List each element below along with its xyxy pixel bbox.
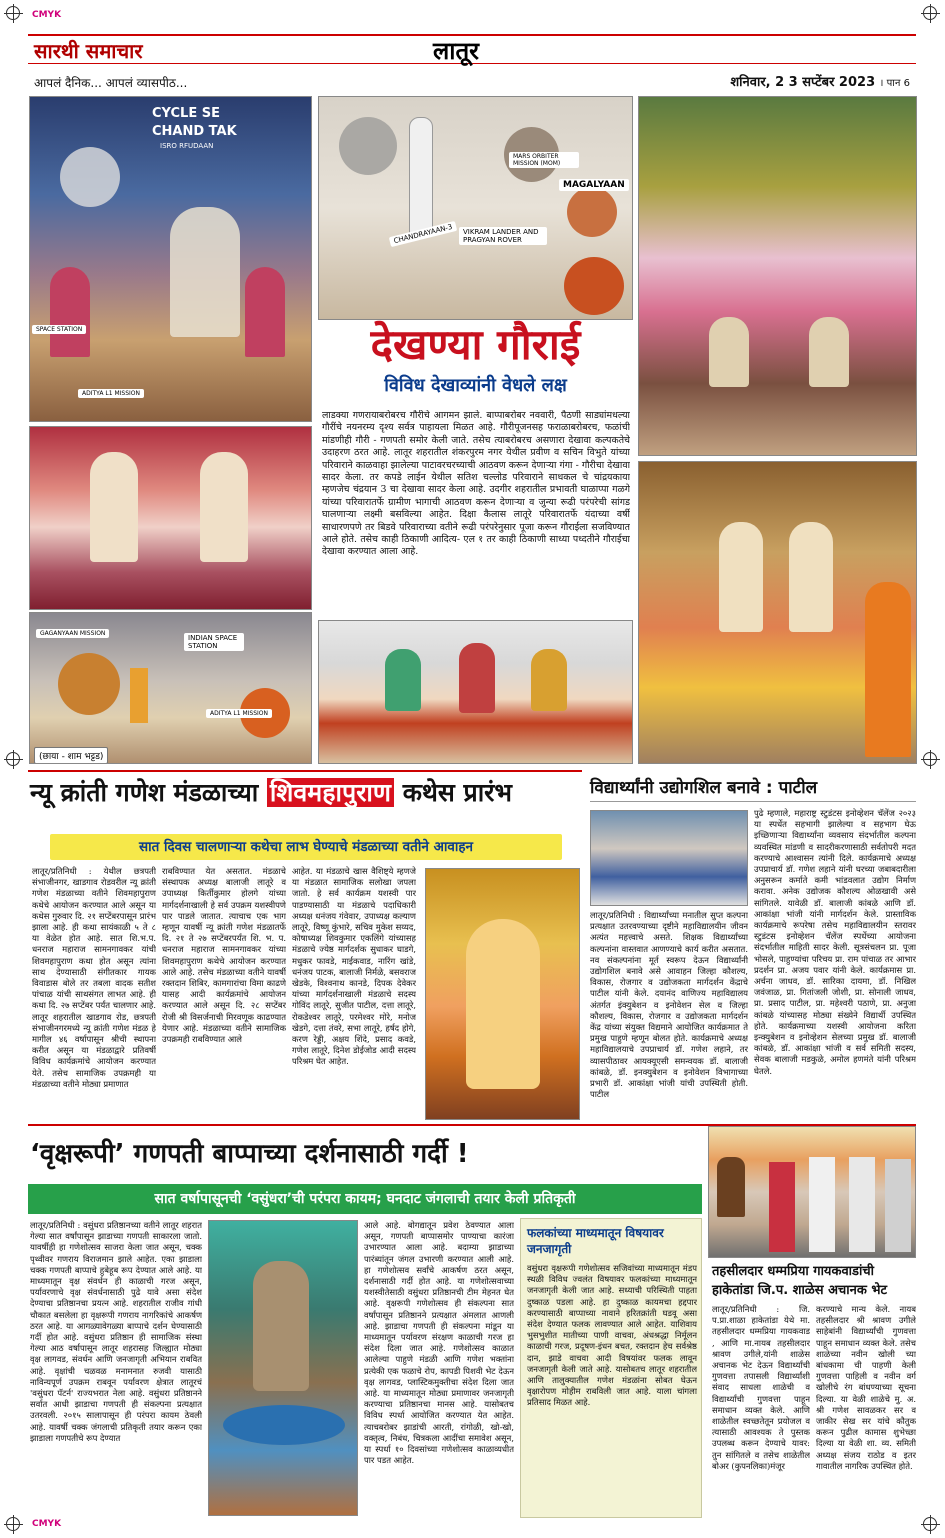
registration-mark — [923, 1517, 937, 1531]
cmyk-mark: CMYK — [32, 1519, 62, 1529]
tehsildar-col-2: करण्याचे मान्य केले. नायब तहसीलदार श्री श्रावण उगीले साहेबांनी विद्यार्थ्यांची गुणवत्ता पाहून समाधान व्यक्त केले. तसेच शाळेच्या नवीन खोली च्या बांधकामा ची पाहणी केली गुणवत्ता पाहिली व नवीन वर्ग खोलीचे रंग बांधण्याच्या सूचना दिल्या. या वेळी शाळेचे मु. अ. श्री गणेश सावळकर सर व जाकीर सेख सर यांचे कौतुक करून पुढील कामास शुभेच्छा दिल्या या वेळी शा. व्य. समिती अध्यक्ष संजय राठोड व इतर गावातील नागरिक उपस्थित होते. — [816, 1304, 916, 1471]
masthead — [28, 34, 916, 94]
headline-part1: न्यू क्रांती गणेश मंडळाच्या — [30, 778, 267, 807]
registration-mark — [923, 6, 937, 20]
photo-credit: (छाया - शाम भट्टड) — [34, 747, 108, 764]
shivmahapuran-col-1: लातूर/प्रतिनिधी : येथील छत्रपती संभाजीनगर, खाडगाव रोडवरील न्यू क्रांती गणेश मंडळाच्या वतीने शिवमहापुराण कथेचे आयोजन करण्यात आले असून या कथेस गुरुवार दि. २१ सप्टेंबरपासून प्रारंभ झाला आहे. ही कथा सायंकाळी ५ ते ८ या वेळेत होत आहे. सात शि.भ.प. धनराज महाराज सामनगावकर यांची शिवमहापुराण कथा होत असून त्यांना साथ देण्यासाठी संगीतकार गायक विवाडास बोले तर तबला वादक सतीश पांचाळ यांची साथसंगत लाभत आहे. ही कथा दि. २७ सप्टेंबर पर्यंत चालणार आहे. लातूर शहरातील खाडगाव रोड, छत्रपती संभाजीनगरमध्ये न्यू क्रांती गणेश मंडळ हे मागील ४६ वर्षापासून श्रीची स्थापना करीत असून या मंडळाद्वारे प्रतिवर्षी विविध कार्यक्रमांचे आयोजन करण्यात येते. तसेच सामाजिक उपक्रमही या मंडळाच्या वतीने मोठ्या प्रमाणात — [32, 866, 156, 1089]
aditya-label: ADITYA L1 MISSION — [206, 709, 272, 718]
brand-logo: सारथी समाचार — [34, 39, 143, 63]
photo-gauri-flowers — [638, 96, 917, 456]
mars-orbiter-label: MARS ORBITER MISSION (MOM) — [509, 152, 579, 168]
students-headline: विद्यार्थ्यांनी उद्योगशिल बनावे : पाटील — [590, 776, 916, 802]
shivmahapuran-headline — [30, 776, 582, 810]
gaurai-headline-box — [318, 320, 633, 408]
awareness-box-title: फलकांच्या माध्यमातून विषयावर जनजागृती — [527, 1226, 664, 1256]
photo-school-visit — [708, 1126, 916, 1258]
vruksharupi-subhead: सात वर्षापासूनची ‘वसुंधरा’ची परंपरा कायम; घनदाट जंगलाची तयार केली प्रतिकृती — [28, 1184, 702, 1214]
awareness-box — [520, 1218, 702, 1518]
vruksharupi-headline: ‘वृक्षरूपी’ गणपती बाप्पाच्या दर्शनासाठी गर्दी ! — [30, 1139, 469, 1169]
date-line — [730, 72, 910, 90]
photo-tree-ganesh — [208, 1220, 358, 1516]
page-number: । पान 6 — [879, 78, 910, 89]
awareness-box-body: वसुंधरा वृक्षरूपी गणेशोत्सव सजिवांच्या माध्यमातून मंडप स्थळी विविध ज्वलंत विषयावर फलकांच्या माध्यमातून जनजागृती केली जात आहे. सध्याची परिस्थिती पाहता दुष्काळ पडला आहे. हा दुष्काळ कायमचा हद्दपार करण्यासाठी बाप्पाच्या नावाने हरितक्रांती घडवू असा संदेश देण्यात फलक लावण्यात आले आहेत. याशिवाय भुसभुशीत मातीच्या पाणी वाचवा, अंधश्रद्धा निर्मूलन काळाची गरज, प्रदूषण-इंधन बचत, रक्तदान हेच सर्वश्रेष्ठ दान, झाडे वाचवा आदी विषयांवर फलक लावून जनजागृती केली जाते आहे. यासोबतच लातूर शहरातील आणि तालुक्यातील गणेश मंडळांना सोबत घेऊन वृक्षारोपण मोहीम राबविली जात आहे. याला चांगला प्रतिसाद मिळत आहे. — [527, 1263, 697, 1408]
headline-part2: कथेस प्रारंभ — [393, 778, 512, 807]
photo-chandrayaan-decoration — [29, 96, 312, 422]
vikram-label: VIKRAM LANDER AND PRAGYAN ROVER — [459, 227, 547, 245]
shivmahapuran-col-2: राबविण्यात येत असतात. मंडळाचे संस्थापक अध्यक्ष बालाजी लातूरे व उपाध्यक्ष किर्तीकुमार होलगे यांच्या मार्गदर्शनाखाली हे सर्व उपक्रम यशस्वीपणे पार पाडले जातात. त्याचाच एक भाग म्हणून यावर्षी न्यू क्रांती गणेश मंडळातर्फे दि. २१ ते २७ सप्टेंबरपर्यंत शि. भ. प. धनराज महाराज सामनगावकर यांच्या शिवमहापुराण कथेचे आयोजन करण्यात आले आहे. तसेच मंडळाच्या वतीने यावर्षी रक्तदान शिबिर, कामगारांचा विमा काढणे यासह आदी कार्यक्रमांचे आयोजन करण्यात आले असून दि. २८ सप्टेंबर रोजी श्री विसर्जनाची मिरवणूक काढण्यात येणार आहे. मंडळाच्या वतीने सामाजिक उपक्रमही राबविण्यात आले — [162, 866, 286, 1045]
gaurai-subhead: विविध देखाव्यांनी वेधले लक्ष — [384, 375, 567, 396]
aditya-label: ADITYA L1 MISSION — [78, 389, 144, 398]
students-col-1: लातूर/प्रतिनिधी : विद्यार्थ्यांच्या मनातील सुप्त कल्पना प्रत्यक्षात उतरवण्याच्या दृष्टीने महाविद्यालयीन जीवन अत्यंत महत्त्वाचे असते. शिक्षक विद्यार्थ्यांच्या कल्पनांना वास्तवात आणण्याचे कार्य करीत असतात. नव संकल्पनांना मूर्त स्वरूप देऊन विद्यार्थ्यांनी उद्योगशिल बनावे असे आवाहन जिल्हा कौशल्य, विकास, रोजगार व उद्योजकता मार्गदर्शन केंद्राचे पाटील यांनी केले. दयानंद वाणिज्य महाविद्यालय अंतर्गत इंक्युबेशन व इनोवेशन सेल व जिल्हा कौशल्य, विकास, रोजगार व उद्योजकता मार्गदर्शन केंद्र यांच्या संयुक्त विद्यमाने आयोजित कार्यक्रमात ते प्रमुख पाहुणे म्हणून बोलत होते. कार्यक्रमाचे अध्यक्ष महाविद्यालयाचे उपप्राचार्य डॉ. गणेश लहाने, तर व्यासपीठावर आयक्यूएसी समन्वयक डॉ. बालाजी कांबळे, डॉ. इनक्युबेशन व इनोवेशन विभागाच्या प्रभारी डॉ. आकांक्षा भांजी यांची उपस्थिती होती. पाटील — [590, 910, 748, 1100]
chand-tak-label: CHAND TAK — [152, 124, 237, 139]
photo-gauri-pair — [29, 426, 312, 610]
photo-isro-models — [318, 96, 633, 320]
registration-mark — [923, 752, 937, 766]
vruksharupi-col-2: आले आहे. बोगद्यातून प्रवेश ठेवण्यात आला असून, गणपती बाप्पासमोर पाण्याचा कारंजा उभारण्यात आला आहे. बदाम्या झाडाच्या पारंब्यांतून जंगल उभारणी करण्यात आली आहे. हा गणेशोत्सव सर्वांचे आकर्षण ठरत असून, दर्शनासाठी गर्दी होत आहे. या गणेशोत्सवाच्या यशस्वीतेसाठी वसुंधरा प्रतिष्ठानची टीम मेहनत घेत आहे. वृक्षरूपी गणेशोत्सव ही संकल्पना सात वर्षांपासून प्रतिष्ठानने प्रत्यक्षात अंमलात आणली आहे. झाडाचा गणपती ही संकल्पना मांडून या माध्यमातून पर्यावरण संरक्षण काळाची गरज हा संदेश दिला जात आहे. गणेशोत्सव काळात आलेल्या पाहुणे मंडळी आणि गणेश भक्तांना प्रत्येकी एक फळाचे रोप, कापडी पिशवी भेट देऊन वृक्ष लागवड, प्लास्टिकमुक्तीचा संदेश दिला जात आहे. या माध्यमातून मोठ्या प्रमाणावर जनजागृती करण्याचा प्रतिष्ठानचा मानस आहे. यासोबतच विविध स्पर्धा आयोजित करण्यात येत आहेत. त्याचबरोबर झाडांची आरती, रांगोळी, खो-खो, वक्तृत्व, निबंध, चित्रकला आदींचा समावेश असून, या स्पर्धा १० दिवसांच्या गणेशोत्सव काळाव्यधीत पार पडत आहेत. — [364, 1220, 514, 1466]
issue-date: शनिवार, 2 3 सप्टेंबर 2023 — [730, 75, 876, 90]
tehsildar-col-1: लातूर/प्रतिनिधी : जि. प.प्रा.शाळा हाकेतांडा येथे मा. तहसीलदार धम्मप्रिया गायकवाड , आणि मा.नायब तहसीलदार श्रावण उगीले,यांनी शाळेस अचानक भेट देऊन विद्यार्थ्यांची गुणवत्ता तपासली विद्यार्थ्यांशी संवाद साधला शाळेची व विद्यार्थ्यांची गुणवत्ता पाहून समाधान व्यक्त केले. आणि शाळेतील स्वच्छतेतून प्रयोजल व त्यासाठी आवश्यक ते पुस्तक उपलब्ध करून देण्याचे यावर: तुन सांगितले व तसेच शाळेतील बोअर (कुपनलिका)मंजूर — [712, 1304, 810, 1471]
magalyaan-label: MAGALYAAN — [559, 179, 629, 191]
vruksharupi-col-1: लातूर/प्रतिनिधी : वसुंधरा प्रतिष्ठानच्या वतीने लातूर शहरात गेल्या सात वर्षांपासून झाडाच्या गणपती साकारला जातो. यावर्षीही हा गणेशोत्सव साजरा केला जात असून, चक्क पृथ्वीवर गणराय विराजमान झाले आहेत. एका झाडाला चक्क गणपती बाप्पाचे हुबेहूब रूप देण्यात आले आहे. या माध्यमातून वृक्ष संवर्धन ही काळाची गरज असून, पर्यावरणाचे वृक्ष संवर्धनासाठी पुढे यावे असा संदेश देण्याचा प्रतिष्ठानचा प्रयत्न आहे. शहरातील राजीव गांधी चौकात बसलेला हा वृक्षरूपी गणराय नागरिकांचे आकर्षण ठरत आहे. या आगळ्यावेगळ्या बाप्पाचे दर्शन घेण्यासाठी गर्दी होत आहे. वसुंधरा प्रतिष्ठान ही सामाजिक संस्था गेल्या आठ वर्षापासून लातूर शहरासह जिल्ह्यात मोठ्या वृक्ष लागवड, संवर्धन आणि जनजागृती अभियान राबवित आहे. वृक्षांची चळवळ मनामनात रुजवी यासाठी नाविन्यपूर्ण उपक्रम राबवून पर्यावरण क्षेत्रात लातूरचं 'वसुंधरा पॅटर्न' राज्यभरात नेला आहे. वसुंधरा प्रतिष्ठानने सर्वात आधी झाडाचा गणपती ही संकल्पना प्रत्यक्षात उतरवली. २०१५ सालापासून ही परंपरा कायम ठेवली आहे. यावर्षी चक्क जंगलाची प्रतिकृती तयार करून एका झाडाला गणपतीचे रूप देण्यात — [30, 1220, 202, 1443]
tagline: आपलं दैनिक... आपलं व्यासपीठ... — [34, 76, 188, 90]
photo-gauri-with-woman — [638, 461, 917, 764]
registration-mark — [6, 6, 20, 20]
students-col-2: पुढे म्हणाले, महाराष्ट्र स्टुडंटस इनोव्हेशन चॅलेंज २०२३ या स्पर्धेत सहभागी झालेल्या व सहभाग घेऊ इच्छिणाऱ्या विद्यार्थ्यांना व्यवसाय संदर्भातील कल्पना व्यवस्थित मांडणी व सादरीकरणासाठी सर्वतोपरी मदत करण्याचे आश्वासन त्यांनी दिले. कार्यक्रमाचे अध्यक्ष उपप्राचार्य डॉ. गणेश लहाने यांनी घरच्या जबाबदारीला अनुसरून कर्माते कमी भांडवलात उद्योग निर्माण करावा. अनेक उद्योजक कौशल्य ओळखावी असे सांगितले. यावेळी डॉ. बालाजी कांबळे आणि डॉ. आकांक्षा भांजी यांनी मार्गदर्शन केले. प्रास्ताविक कार्यक्रमाचे रूपरेषा तसेच महाविद्यालयीन स्तरावर स्टुडंटस इनोव्हेशन चॅलेंज स्पर्धेच्या आयोजना संदर्भातील माहिती सादर केली. सूत्रसंचलन प्रा. पूजा भोसले, पाहुण्यांचा परिचय प्रा. राम पांचाळ तर आभार प्रदर्शन प्रा. अजय पवार यांनी केले. कार्यक्रमास प्रा. अर्चना जाधव, डॉ. सारिका दायमा, डॉ. निखिल जवंजाळ, प्रा. गितांजली जोशी, प्रा. सोनाली जाधव, प्रा. प्रसाद पाटील, प्रा. महेश्वरी पठाणे, प्रा. अनुजा कांबळे यांच्यासह मोठ्या संख्येने विद्यार्थी उपस्थित होते. कार्यक्रमाच्या यशस्वी आयोजना करिता इन्क्युबेशन व इनोव्हेशन सेलच्या प्रमुख डॉ. बालाजी कांबळे, डॉ. आकांक्षा भांजी व सर्व समिती सदस्य, सेवक बालाजी मडकुळे, अमोल हणमंते यांनी परिश्रम घेतले. — [754, 808, 916, 1076]
chandrayaan-label: CHANDRAYAAN-3 — [389, 221, 458, 247]
space-station-label: SPACE STATION — [32, 325, 86, 334]
isro-label: ISRO RFUDAAN — [160, 142, 214, 150]
cmyk-mark: CMYK — [32, 10, 62, 20]
photo-traditional-gauri — [318, 620, 633, 764]
edition-title: लातूर — [433, 37, 479, 65]
gaganyaan-label: GAGANYAAN MISSION — [36, 629, 109, 638]
cycle-se-label: CYCLE SE — [152, 106, 220, 121]
indian-space-station-label: INDIAN SPACE STATION — [184, 633, 244, 651]
photo-seminar — [590, 810, 748, 906]
registration-mark — [6, 1517, 20, 1531]
tehsildar-headline: तहसीलदार धम्मप्रिया गायकवाडांची हाकेतांडा जि.प. शाळेस अचानक भेट — [712, 1264, 888, 1298]
headline-highlight: शिवमहापुराण — [267, 778, 394, 807]
gaurai-article-body: लाडक्या गणरायाबरोबरच गौरीचे आगमन झाले. बाप्पाबरोबर नववारी, पैठणी साड्यांमधल्या गौरींचे नयनरम्य दृश्य सर्वत्र पाहायला मिळत आहे. गौरीपूजनसह फराळाबरोबरच, फळांची मांडणीही गौरी - गणपती समोर केली जाते. तसेच त्याबरोबरच असणारा देखावा कल्पकतेचे उदाहरण ठरत आहे. लातूर शहरातील शंकरपुरम नगर येथील प्रवीण व सचिन विभुते यांच्या परिवाराने काळवाहा झालेल्या पाटावरचरच्याची आठवण करून देणाऱ्या गंगा - गौरीचा देखावा सादर केला. तर कपडे लाईन येथील सतिश चल्लोड परिवाराने साधकल चे चांद्रयकाया म्हणजेच चंद्रयान 3 चा देखावा सादर केला आहे. उदगीर शहरातील प्रभावती घाळाप्पा गळगे यांच्या परिवारातर्फे ग्रामीण भागाची आठवण करून देणाऱ्या व जुन्या रूढी परंपरेची सांगड घालणाऱ्या लक्ष्मी बसविल्या आहेत. दिक्षा कैलास लातूरे परिवारातर्फे यंदाच्या वर्षी साधारणपणे तर बिडवे परिवाराच्या वतीने रूढी परंपरेनुसार पूजा करून गौराईला सजविण्यात आले होते. तसेच काही ठिकाणी आदित्य- एल १ तर काही ठिकाणी साध्या पध्दतीने गौराईचा देखावा करण्यात आला आहे. — [322, 410, 630, 558]
gaurai-headline: देखण्या गौराई — [370, 320, 581, 369]
photo-ganesh-idol — [425, 868, 580, 1120]
shivmahapuran-subhead: सात दिवस चालणाऱ्या कथेचा लाभ घेण्याचे मंडळाच्या वतीने आवाहन — [50, 834, 562, 860]
shivmahapuran-col-3: आहेत. या मंडळाचे खास वैशिष्ट्ये म्हणजे या मंडळात सामाजिक सलोखा जपला जातो. हे सर्व कार्यक्रम यशस्वी पार पाडण्यासाठी या मंडळाचे पदाधिकारी अध्यक्ष धनंजय गंवेवार, उपाध्यक्ष कल्याण लातूरे, विष्णू कुंभारे, सचिव मुकेश सय्यद, कोषाध्यक्ष शिवकुमार एकलिंगे यांच्यासह मंडळाचे ज्येष्ठ मार्गदर्शक सुधाकर घाडगे, मधुकर फावडे, माईकवाड, नारिंग खांडे, धनंजय पाटक, बालाजी निर्मळे, बसवराज खेडके, विश्वनाथ कानडे, दिपक देवेकर यांच्या मार्गदर्शनाखाली मंडळाचे सदस्य गोविंद लातूरे, सुजीत पाटील, दत्ता लातूरे, रोकडेश्वर लातूरे, परमेश्वर मोरे, मनोज खेडगे, दत्ता तंवरे, सभा लातूरे, हर्षद होगे, करण रेड्डी, अक्षय शिंदे, प्रसाद कवडे, गणेश लातूरे, दिनेश डोईजोड आदी सदस्य परिश्रम घेत आहेत. — [292, 866, 416, 1067]
photo-space-mission — [29, 612, 312, 764]
registration-mark — [6, 752, 20, 766]
